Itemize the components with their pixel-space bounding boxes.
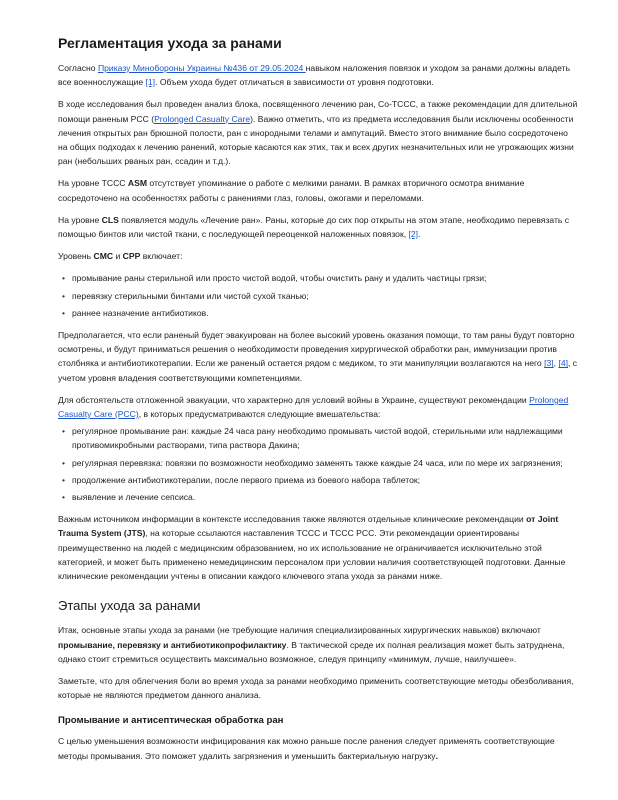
text-span: Уровень xyxy=(58,251,94,262)
bold-term: промывание, перевязку и антибиотикопрофилактику xyxy=(58,639,287,650)
paragraph-stages xyxy=(58,623,578,666)
list-cmc-steps xyxy=(58,271,578,320)
text-span: отсутствует упоминание о работе с мелкими ранами. В рамках вторичного осмотра внимание сосредоточено на особенностях работы с ранениями глаз, головы, ожогами и переломами. xyxy=(58,178,525,203)
text-span: , на которые ссылаются наставления TCCC и TCCC PCC. Эти рекомендации ориентированы преимущественно на людей с медицинским образованием, но их использование не ограничивается исключительно этой категорией, и может быть применено немедицинским персоналом при условии наличия соответствующей подготовки. Данные клинические рекомендации учтены в описании каждого ключевого этапа ухода за ранами ниже. xyxy=(58,528,566,582)
text-span: . Объем ухода будет отличаться в зависимости от уровня подготовки. xyxy=(155,77,434,88)
ref-link-4[interactable]: [4] xyxy=(558,358,568,369)
text-span: В ходе исследования был проведен анализ блока, посвященного лечению ран, Co-TCCC, а также рекомендации для длительной помощи раненым PCC ( xyxy=(58,99,578,124)
paragraph-irrigation xyxy=(58,734,578,762)
text-span: , с учетом уровня владения соответствующими компетенциями. xyxy=(58,358,578,383)
text-span: Согласно xyxy=(58,63,98,73)
page-title: Регламентация ухода за ранами xyxy=(58,35,282,51)
text-span: . В тактической среде их полная реализация может быть затруднена, однако стоит стремиться осуществить максимально возможное, следуя принципу «минимум, лучше, наилучшее». xyxy=(58,639,565,664)
paragraph-asm xyxy=(58,176,578,204)
ref-link-3[interactable]: [3] xyxy=(544,358,554,369)
ref-link-1[interactable]: [1] xyxy=(145,77,156,88)
list-item: • продолжение антибиотикотерапии, после первого приема из боевого набора таблеток; xyxy=(72,473,578,487)
bold-term: от Joint Trauma System (JTS) xyxy=(58,514,559,539)
text-span: На уровне TCCC xyxy=(58,178,128,189)
list-pcc-interventions xyxy=(58,424,578,504)
list-item: • выявление и лечение сепсиса. xyxy=(72,490,578,504)
paragraph-order xyxy=(58,61,578,89)
text-span: и xyxy=(113,251,123,262)
ref-link-2[interactable]: [2] xyxy=(408,229,419,240)
text-span: Важным источником информации в контексте исследования также являются отдельные клинические рекомендации xyxy=(58,514,527,525)
paragraph-cmc xyxy=(58,249,578,263)
list-item: • промывание раны стерильной или просто чистой водой, чтобы очистить рану и удалить частицы грязи; xyxy=(72,271,578,285)
paragraph-evacuation xyxy=(58,328,578,385)
bold-term: CMC xyxy=(93,251,114,262)
pcc-link[interactable]: Prolonged Casualty Care xyxy=(154,113,251,124)
text-span: Предполагается, что если раненый будет эвакуирован на более высокий уровень оказания помощи, то там раны будут повторно осмотрены, и будут приниматься решения о необходимости проведения хирургической обработки ран, иммунизации против столбняка и антибиотикотерапии. Если же раненый остается рядом с медиком, то эти манипуляции возлагаются на него xyxy=(58,330,575,369)
paragraph-study xyxy=(58,97,578,168)
text-span: На уровне xyxy=(58,214,102,225)
list-item: • перевязку стерильными бинтами или чистой сухой тканью; xyxy=(72,289,578,303)
text-span: . xyxy=(418,229,421,240)
text-span: Итак, основные этапы ухода за ранами (не требующие наличия специализированных хирургических навыков) включают xyxy=(58,625,541,636)
text-span: Для обстоятельств отложенной эвакуации, что характерно для условий войны в Украине, существуют рекомендации xyxy=(58,394,530,405)
pcc-full-link[interactable]: Prolonged Casualty Care (PCC) xyxy=(58,394,569,420)
paragraph-cls xyxy=(58,213,578,241)
text-span: ). Важно отметить, что из предмета исследования были исключены особенности лечения открытых ран брюшной полости, ран с инородными телами и ампутаций. Вместо этого внимание было сосредоточено на общих подходах к лечению ранений, которые касаются как этих, так и всех других незначительных или не угрожающих жизни ран (небольших рваных ран, ссадин и т.д.). xyxy=(58,113,574,167)
bold-term: . xyxy=(435,750,438,761)
section-heading: Этапы ухода за ранами xyxy=(58,598,201,614)
text-span: , в которых предусматриваются следующие вмешательства: xyxy=(138,409,381,420)
list-item: • раннее назначение антибиотиков. xyxy=(72,306,578,320)
bold-term: CLS xyxy=(101,214,119,225)
text-span: С целью уменьшения возможности инфицирования как можно раньше после ранения следует применять соответствующие методы промывания. Это поможет удалить загрязнения и уменьшить бактериальную нагрузку xyxy=(58,736,555,761)
list-item: • регулярная перевязка: повязки по возможности необходимо заменять также каждые 24 часа, или по мере их загрязнения; xyxy=(72,456,578,470)
text-span: появляется модуль «Лечение ран». Раны, которые до сих пор открыты на этом этапе, необходимо перевязать с помощью бинтов или чистой ткани, с последующей переоценкой наложенных повязок, xyxy=(58,214,570,240)
bold-term: ASM xyxy=(127,178,147,189)
text-span: включает: xyxy=(140,251,183,262)
bold-term: CPP xyxy=(122,251,141,262)
list-item: • регулярное промывание ран: каждые 24 часа рану необходимо промывать чистой водой, стерильными или надлежащими противомикробными растворами, типа раствора Дакина; xyxy=(72,424,578,452)
order-link[interactable]: Приказу Минобороны Украины №436 от 29.05.2024 xyxy=(97,63,306,73)
subsection-heading: Промывание и антисептическая обработка ран xyxy=(58,715,284,727)
text-span: навыком наложения повязок и уходом за ранами должны владеть все военнослужащие xyxy=(58,63,571,88)
paragraph-jts xyxy=(58,512,578,583)
paragraph-pain: Заметьте, что для облегчения боли во время ухода за ранами необходимо применить соответствующие методы обезболивания, которые не являются предметом данного анализа. xyxy=(58,675,574,701)
paragraph-pcc xyxy=(58,393,578,421)
text-span: , xyxy=(553,358,559,369)
